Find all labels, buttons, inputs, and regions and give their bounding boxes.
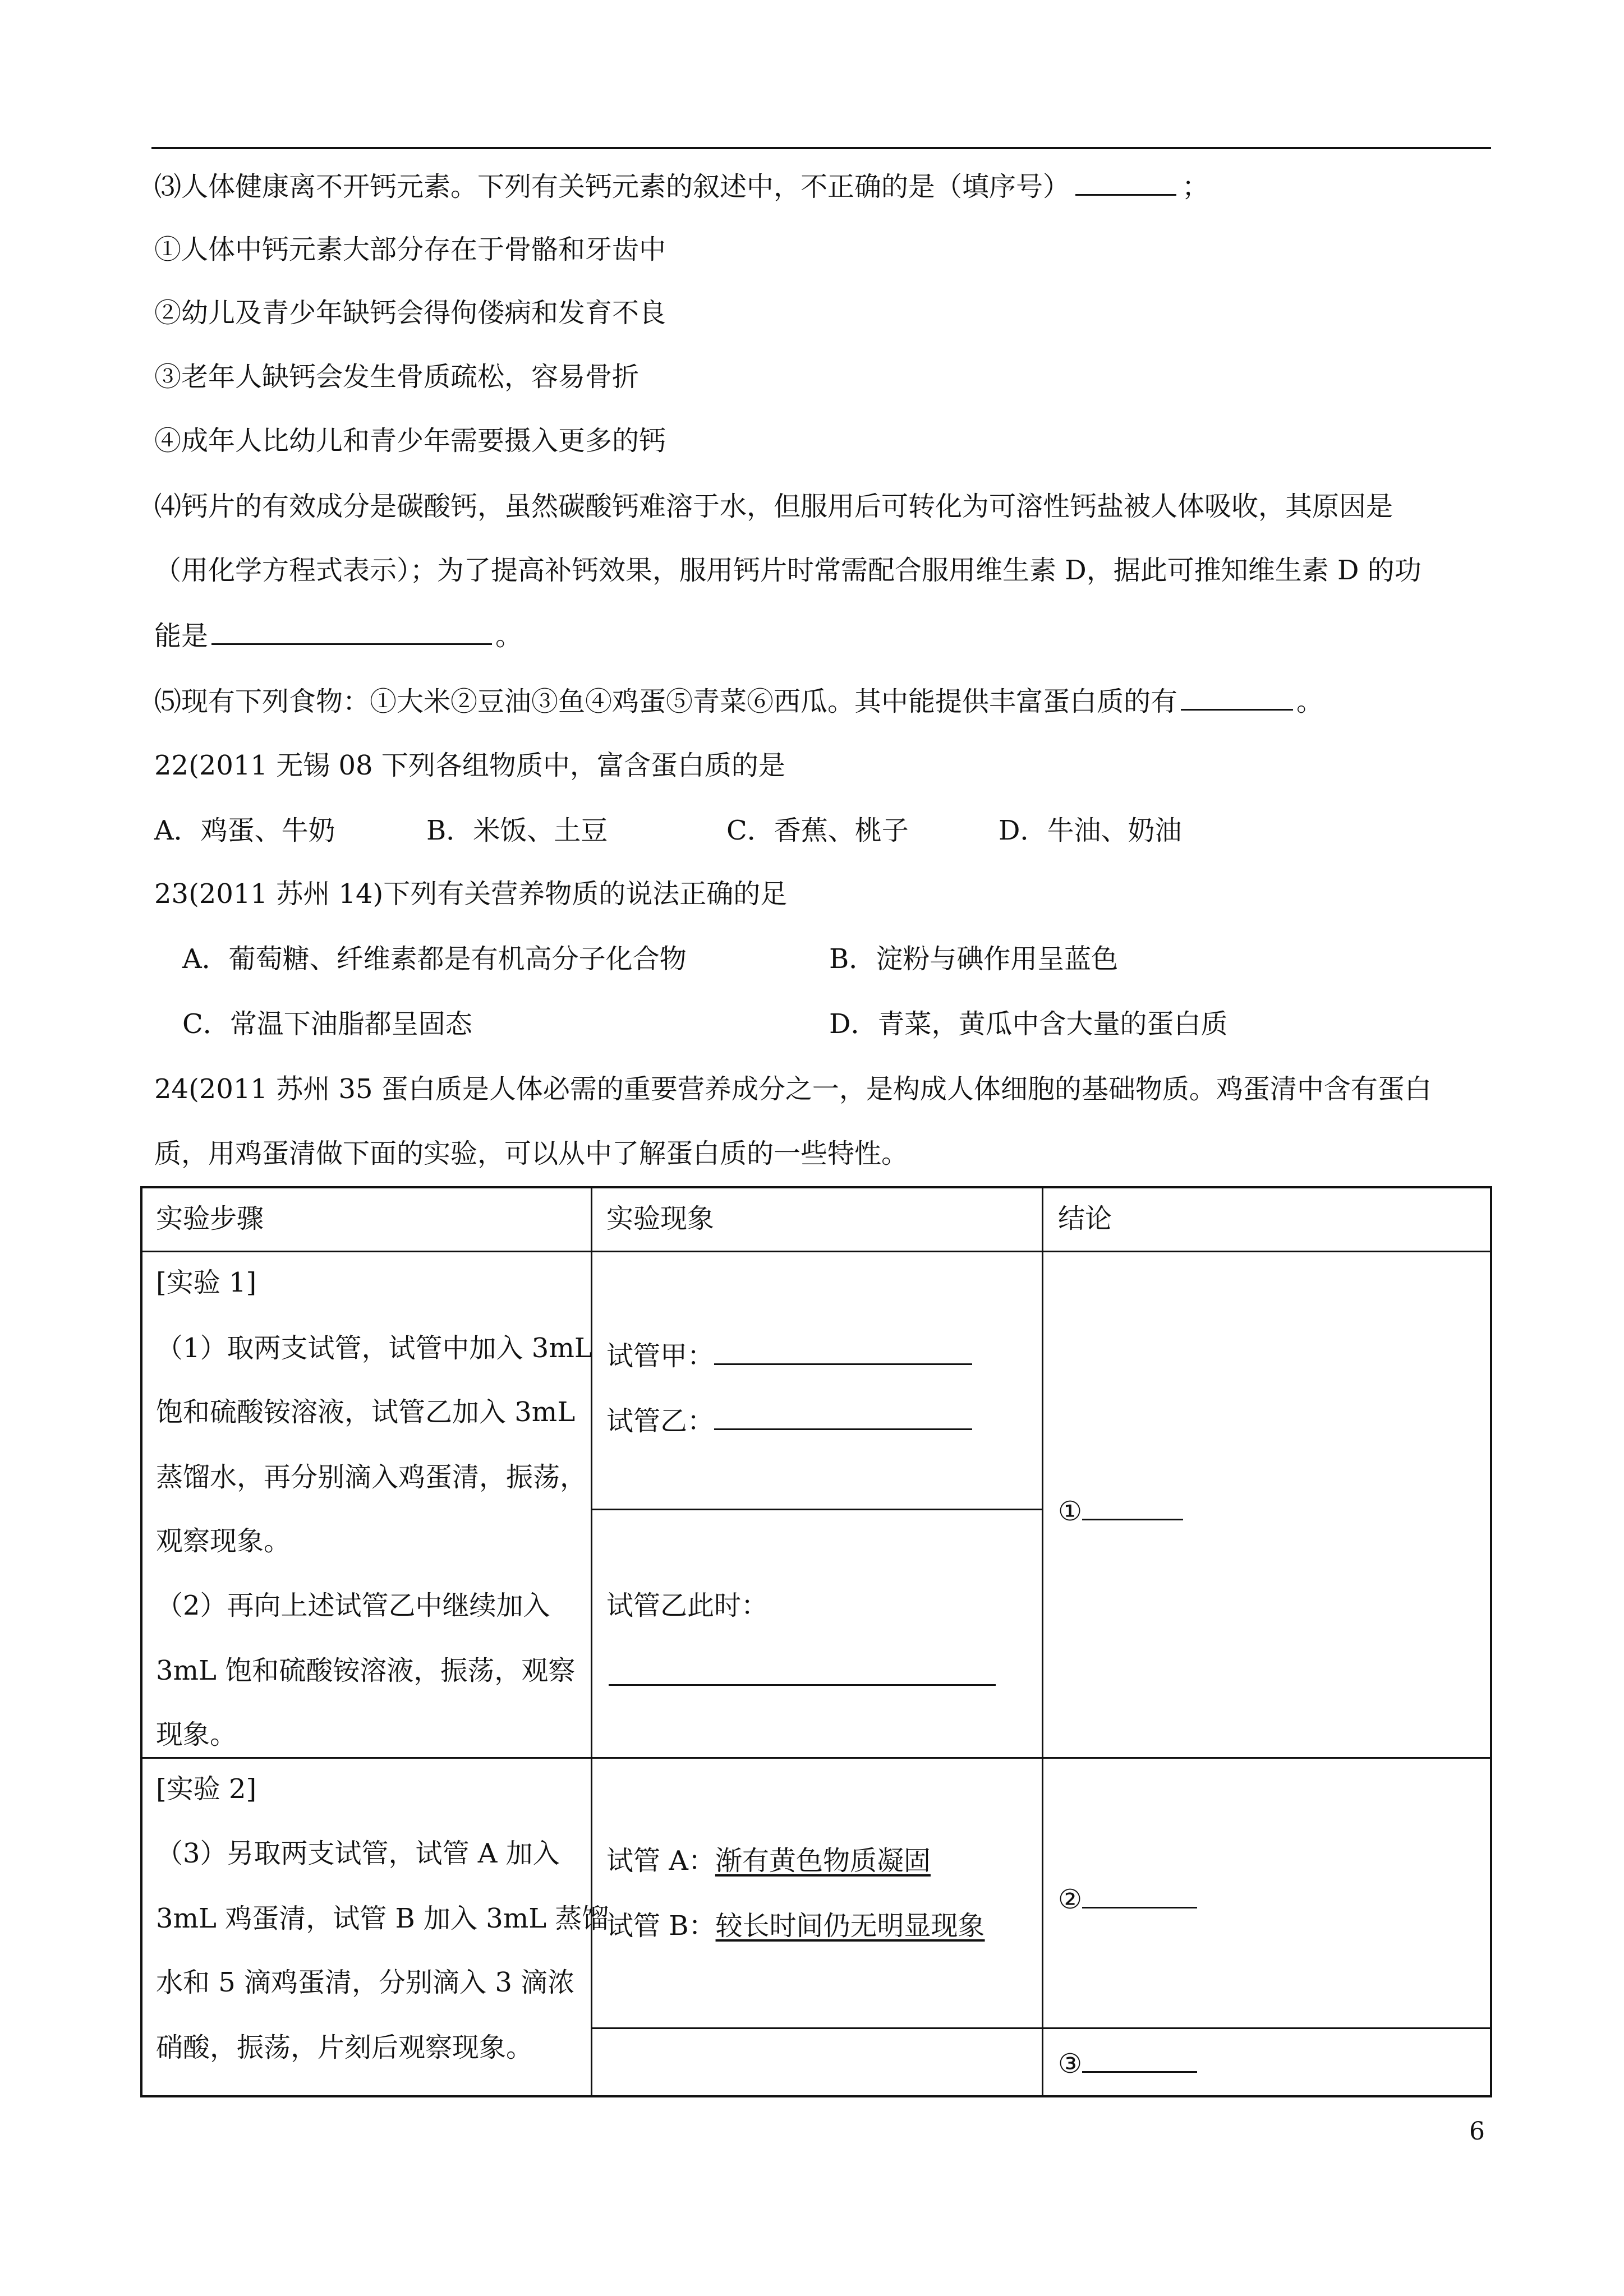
exp2-conclusion-3: ③	[1058, 2044, 1197, 2082]
q3-answer-blank[interactable]	[1075, 167, 1176, 196]
exp2-step-line: 3mL 鸡蛋清，试管 B 加入 3mL 蒸馏	[156, 1903, 609, 1934]
q23-option-b[interactable]: B．淀粉与碘作用呈蓝色	[829, 943, 1119, 975]
table-border-bottom	[140, 2095, 1492, 2097]
q23-stem: 23(2011 苏州 14)下列有关营养物质的说法正确的足	[154, 878, 788, 910]
q23-option-c[interactable]: C．常温下油脂都呈固态	[182, 1008, 472, 1040]
q23-option-a[interactable]: A．葡萄糖、纤维素都是有机高分子化合物	[182, 943, 687, 975]
exp2-title: [实验 2]	[156, 1773, 257, 1805]
q23-option-d[interactable]: D．青菜，黄瓜中含大量的蛋白质	[829, 1008, 1228, 1040]
exp1-obs-tube-yi: 试管乙：	[606, 1401, 972, 1439]
exp1-obs-yi-now-blank[interactable]	[609, 1657, 996, 1686]
q3-item-1: ①人体中钙元素大部分存在于骨骼和牙齿中	[154, 234, 666, 265]
table-row-rule	[140, 1757, 1492, 1759]
q23-options-row2	[182, 1006, 1228, 1042]
exp1-step-line: （1）取两支试管，试管中加入 3mL	[156, 1333, 592, 1364]
exp2-obs-a-answer: 渐有黄色物质凝固	[715, 1845, 931, 1877]
exp1-step-line: 蒸馏水，再分别滴入鸡蛋清，振荡，	[156, 1461, 587, 1493]
exp1-conclusion-blank[interactable]	[1082, 1492, 1183, 1520]
q22-option-c[interactable]: C．香蕉、桃子	[726, 815, 909, 846]
q5-answer-blank[interactable]	[1181, 682, 1293, 711]
q22-option-d[interactable]: D．牛油、奶油	[999, 815, 1182, 846]
header-rule	[151, 147, 1491, 149]
table-header-observation: 实验现象	[606, 1203, 715, 1234]
exp1-step-line: （2）再向上述试管乙中继续加入	[156, 1590, 550, 1621]
table-col-divider-1	[591, 1186, 592, 2097]
q22-options	[154, 813, 1182, 849]
table-header-steps: 实验步骤	[156, 1203, 264, 1234]
q22-option-a[interactable]: A．鸡蛋、牛奶	[154, 815, 335, 846]
exp1-conclusion: ①	[1058, 1492, 1183, 1529]
q24-line-2: 质，用鸡蛋清做下面的实验，可以从中了解蛋白质的一些特性。	[154, 1138, 909, 1169]
exp1-title: [实验 1]	[156, 1267, 257, 1298]
q5-stem: ⑸现有下列食物：①大米②豆油③鱼④鸡蛋⑤青菜⑥西瓜。其中能提供丰富蛋白质的有 。	[154, 682, 1323, 720]
table-border-left	[140, 1186, 142, 2097]
q4-line-2: （用化学方程式表示）；为了提高补钙效果，服用钙片时常需配合服用维生素 D，据此可推知维生素 D 的功	[154, 555, 1421, 586]
exp2-step-line: 水和 5 滴鸡蛋清，分别滴入 3 滴浓	[156, 1967, 575, 1998]
exp2-step-line: （3）另取两支试管，试管 A 加入	[156, 1838, 560, 1869]
q3-stem: ⑶人体健康离不开钙元素。下列有关钙元素的叙述中，不正确的是（填序号） ；	[154, 167, 1209, 205]
table-obs-split-1	[592, 1509, 1042, 1510]
q23-options-row1	[182, 941, 1118, 977]
exp2-obs-b-answer: 较长时间仍无明显现象	[715, 1910, 985, 1942]
table-border-right	[1490, 1186, 1492, 2097]
exp1-obs-tube-jia: 试管甲：	[606, 1336, 972, 1374]
exp2-step-line: 硝酸，振荡，片刻后观察现象。	[156, 2032, 533, 2063]
exp1-step-line: 饱和硫酸铵溶液，试管乙加入 3mL	[156, 1396, 576, 1428]
q3-item-3: ③老年人缺钙会发生骨质疏松，容易骨折	[154, 361, 640, 393]
exp2-conclusion-2: ②	[1058, 1880, 1197, 1917]
exp1-step-line: 观察现象。	[156, 1525, 291, 1557]
table-border-top	[140, 1186, 1492, 1188]
page-number: 6	[1469, 2117, 1485, 2146]
q4-line-3: 能是 。	[154, 616, 522, 654]
exp2-conclusion-2-blank[interactable]	[1082, 1880, 1197, 1908]
exp2-obs-tube-a: 试管 A：渐有黄色物质凝固	[606, 1845, 931, 1877]
table-obs-split-2	[592, 2027, 1492, 2029]
experiment-table	[140, 1186, 1492, 2097]
table-col-divider-2	[1042, 1186, 1043, 2097]
q24-line-1: 24(2011 苏州 35 蛋白质是人体必需的重要营养成分之一，是构成人体细胞的基础物质。鸡蛋清中含有蛋白	[154, 1073, 1432, 1105]
table-header-conclusion: 结论	[1058, 1203, 1112, 1234]
q4-line-1: ⑷钙片的有效成分是碳酸钙，虽然碳酸钙难溶于水，但服用后可转化为可溶性钙盐被人体吸收，其原因是	[154, 491, 1393, 522]
exp1-step-line: 现象。	[156, 1719, 237, 1750]
exp1-obs-yi-now: 试管乙此时：	[606, 1590, 769, 1621]
q22-stem: 22(2011 无锡 08 下列各组物质中，富含蛋白质的是	[154, 750, 785, 781]
exp1-step-line: 3mL 饱和硫酸铵溶液，振荡，观察	[156, 1655, 576, 1686]
q4-answer-blank[interactable]	[211, 616, 492, 645]
exp1-obs-jia-blank[interactable]	[714, 1336, 972, 1365]
exp1-obs-yi-blank[interactable]	[714, 1401, 972, 1430]
table-header-rule	[140, 1251, 1492, 1252]
exp2-obs-tube-b: 试管 B：较长时间仍无明显现象	[606, 1910, 985, 1942]
q3-item-4: ④成年人比幼儿和青少年需要摄入更多的钙	[154, 425, 666, 457]
q22-option-b[interactable]: B．米饭、土豆	[426, 815, 608, 846]
exp2-conclusion-3-blank[interactable]	[1082, 2044, 1197, 2073]
q3-item-2: ②幼儿及青少年缺钙会得佝偻病和发育不良	[154, 297, 666, 329]
